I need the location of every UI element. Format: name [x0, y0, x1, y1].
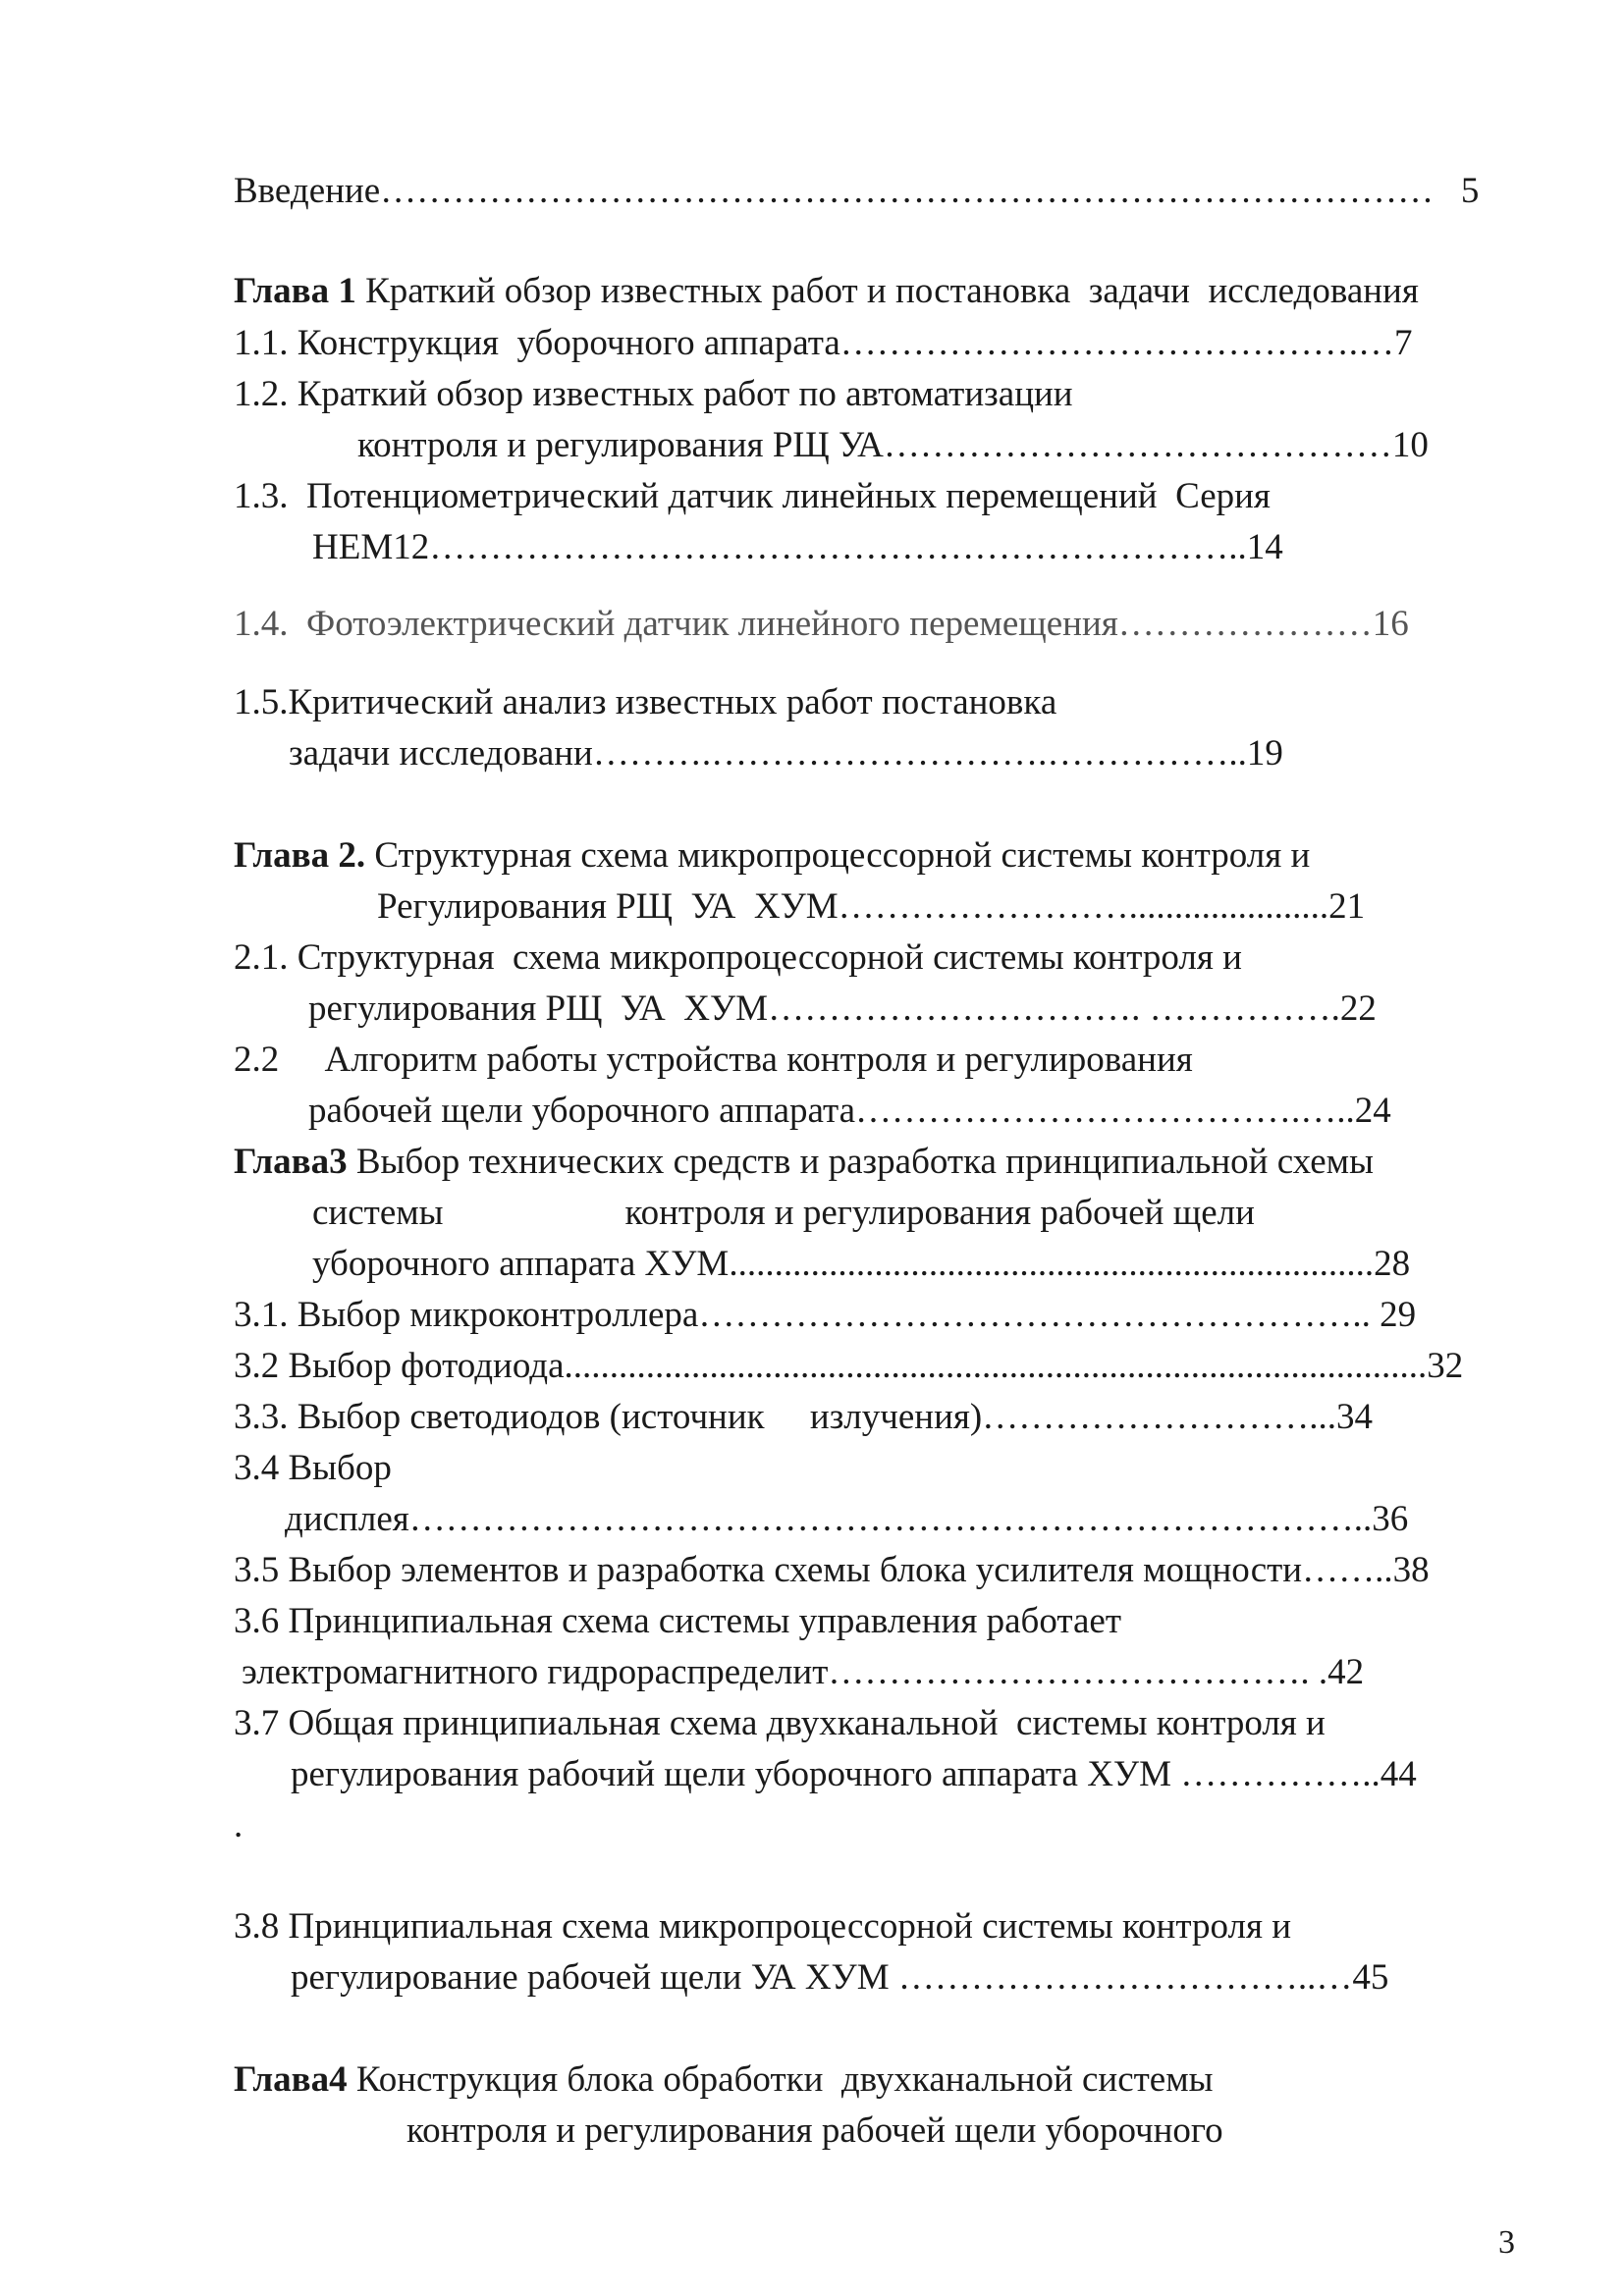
toc-entry-1-1: 1.1. Конструкция уборочного аппарата…………………………………….…7: [234, 323, 1413, 363]
chapter-title: Краткий обзор известных работ и постановка задачи исследования: [355, 271, 1419, 311]
chapter-title: Структурная схема микропроцессорной системы контроля и: [365, 835, 1311, 876]
toc-chapter-3: [234, 1144, 1374, 1180]
toc-entry-3-6: 3.6 Принципиальная схема системы управления работает: [234, 1601, 1121, 1641]
chapter-title: Конструкция блока обработки двухканальной системы: [347, 2059, 1214, 2100]
toc-entry-3-7-cont: регулирования рабочий щели уборочного аппарата ХУМ ……………..44: [291, 1754, 1417, 1794]
toc-entry-3-5: 3.5 Выбор элементов и разработка схемы блока усилителя мощности……..38: [234, 1550, 1430, 1590]
page-number: 3: [1498, 2224, 1515, 2261]
toc-entry-3-8-cont: регулирование рабочей щели УА ХУМ ……………………………..…45: [291, 1957, 1389, 1998]
stray-dot: .: [234, 1805, 244, 1845]
toc-entry-2-1: 2.1. Структурная схема микропроцессорной системы контроля и: [234, 937, 1242, 978]
toc-chapter-2: [234, 837, 1310, 874]
toc-chapter-3-cont: системы контроля и регулирования рабочей щели: [312, 1193, 1255, 1233]
chapter-label: Глава3: [234, 1142, 348, 1182]
toc-entry-1-5: 1.5.Критический анализ известных работ постановка: [234, 682, 1057, 722]
toc-entry-1-2: 1.2. Краткий обзор известных работ по автоматизации: [234, 374, 1073, 414]
chapter-label: Глава 1: [234, 271, 356, 311]
toc-entry-1-3: 1.3. Потенциометрический датчик линейных перемещений Серия: [234, 476, 1271, 516]
toc-chapter-1: [234, 273, 1419, 309]
toc-chapter-3-cont-2: уборочного аппарата ХУМ.......................................................................28: [312, 1244, 1411, 1284]
toc-entry-3-8: 3.8 Принципиальная схема микропроцессорной системы контроля и: [234, 1906, 1292, 1947]
chapter-label: Глава 2.: [234, 835, 366, 876]
toc-entry-3-1: 3.1. Выбор микроконтроллера……………………………………………….. 29: [234, 1295, 1417, 1335]
chapter-title: Выбор технических средств и разработка принципиальной схемы: [347, 1142, 1374, 1182]
toc-entry-3-4-cont: дисплея……………………………………………………………………..36: [285, 1499, 1409, 1539]
toc-entry-1-4: 1.4. Фотоэлектрический датчик линейного перемещения…………………16: [234, 604, 1409, 644]
toc-entry-1-5-cont: задачи исследовани……….……………………….……………..19: [289, 733, 1283, 774]
toc-entry-3-4: 3.4 Выбор: [234, 1448, 392, 1488]
toc-entry-2-2: 2.2 Алгоритм работы устройства контроля и регулирования: [234, 1040, 1193, 1080]
toc-entry-1-2-cont: контроля и регулирования РЩ УА……………………………………10: [357, 425, 1429, 465]
toc-entry-3-2: 3.2 Выбор фотодиода...............................................................................................32: [234, 1346, 1464, 1386]
toc-entry-2-1-cont: регулирования РЩ УА ХУМ…………………………. …………….22: [308, 988, 1377, 1029]
toc-entry-3-7: 3.7 Общая принципиальная схема двухканальной системы контроля и: [234, 1703, 1326, 1743]
toc-chapter-4: [234, 2061, 1214, 2098]
chapter-label: Глава4: [234, 2059, 348, 2100]
toc-entry-1-3-cont: НЕМ12…………………………………………………………..14: [312, 527, 1283, 567]
toc-entry-3-6-cont: электромагнитного гидрораспределит…………………………………. .42: [242, 1652, 1365, 1692]
toc-chapter-2-cont: Регулирования РЩ УА ХУМ……………………......................21: [377, 886, 1366, 927]
toc-entry-2-2-cont: рабочей щели уборочного аппарата……………………………….…..24: [308, 1091, 1391, 1131]
toc-chapter-4-cont: контроля и регулирования рабочей щели уборочного: [406, 2110, 1223, 2151]
toc-entry-3-3: 3.3. Выбор светодиодов (источник излучения)………………………...34: [234, 1397, 1373, 1437]
toc-entry-intro: Введение…………………………………………………………………………… 5: [234, 171, 1480, 211]
